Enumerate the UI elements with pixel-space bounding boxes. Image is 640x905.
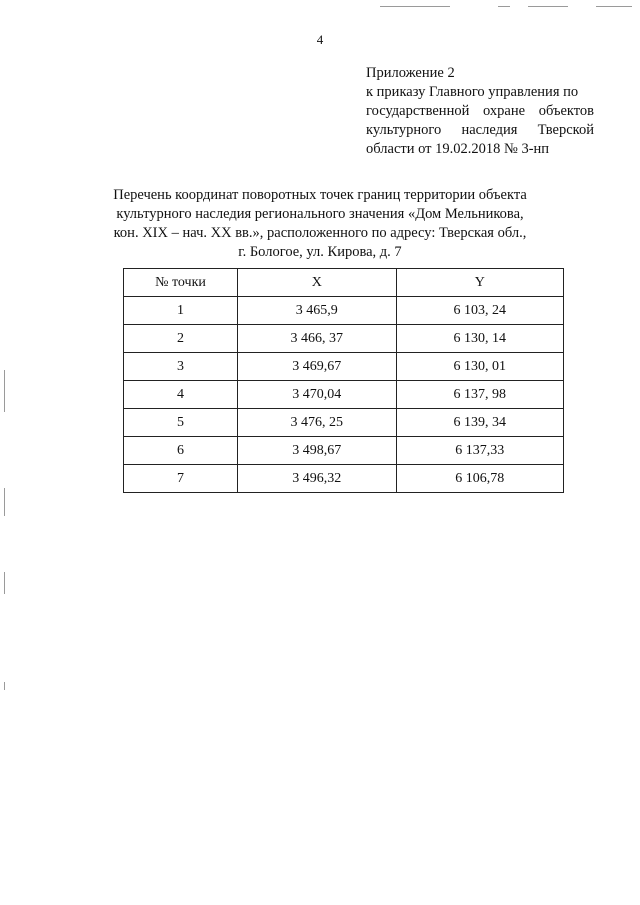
cell-point-number: 2 bbox=[124, 325, 238, 353]
table-row bbox=[124, 353, 564, 381]
scan-artifact bbox=[528, 6, 568, 7]
cell-y: 6 130, 01 bbox=[396, 353, 563, 381]
coordinates-table bbox=[123, 268, 564, 493]
cell-point-number: 6 bbox=[124, 437, 238, 465]
scan-artifact bbox=[498, 6, 510, 7]
table-row bbox=[124, 381, 564, 409]
cell-point-number: 7 bbox=[124, 465, 238, 493]
table-row bbox=[124, 437, 564, 465]
cell-y: 6 137,33 bbox=[396, 437, 563, 465]
header-point-number: № точки bbox=[124, 269, 238, 297]
appendix-line: области от 19.02.2018 № 3-нп bbox=[366, 141, 550, 157]
header-y: Y bbox=[396, 269, 563, 297]
appendix-line: культурного наследия Тверской bbox=[366, 122, 594, 138]
cell-point-number: 1 bbox=[124, 297, 238, 325]
cell-y: 6 130, 14 bbox=[396, 325, 563, 353]
cell-y: 6 137, 98 bbox=[396, 381, 563, 409]
cell-x: 3 496,32 bbox=[238, 465, 397, 493]
cell-y: 6 103, 24 bbox=[396, 297, 563, 325]
cell-x: 3 465,9 bbox=[238, 297, 397, 325]
scan-artifact bbox=[596, 6, 632, 7]
cell-x: 3 470,04 bbox=[238, 381, 397, 409]
page-number: 4 bbox=[316, 32, 324, 47]
cell-y: 6 106,78 bbox=[396, 465, 563, 493]
appendix-line: к приказу Главного управления по bbox=[366, 84, 579, 100]
cell-x: 3 498,67 bbox=[238, 437, 397, 465]
cell-y: 6 139, 34 bbox=[396, 409, 563, 437]
document-title bbox=[100, 186, 540, 262]
appendix-block bbox=[366, 64, 594, 159]
table-row bbox=[124, 325, 564, 353]
title-line: кон. XIX – нач. XX вв.», расположенного по адресу: Тверская обл., bbox=[113, 225, 527, 241]
table-row bbox=[124, 465, 564, 493]
title-line: культурного наследия регионального значения «Дом Мельникова, bbox=[116, 206, 524, 222]
appendix-line: Приложение 2 bbox=[366, 65, 455, 81]
cell-x: 3 476, 25 bbox=[238, 409, 397, 437]
scan-artifact bbox=[4, 572, 5, 594]
title-line: Перечень координат поворотных точек границ территории объекта bbox=[113, 187, 527, 203]
header-x: X bbox=[238, 269, 397, 297]
cell-point-number: 3 bbox=[124, 353, 238, 381]
table-row bbox=[124, 297, 564, 325]
table-row bbox=[124, 409, 564, 437]
cell-point-number: 4 bbox=[124, 381, 238, 409]
table-header-row bbox=[124, 269, 564, 297]
scan-artifact bbox=[4, 370, 5, 412]
cell-x: 3 466, 37 bbox=[238, 325, 397, 353]
appendix-line: государственной охране объектов bbox=[366, 103, 594, 119]
scan-artifact bbox=[4, 682, 5, 690]
scan-artifact bbox=[4, 488, 5, 516]
title-line: г. Бологое, ул. Кирова, д. 7 bbox=[238, 244, 402, 260]
cell-x: 3 469,67 bbox=[238, 353, 397, 381]
scan-artifact bbox=[380, 6, 450, 7]
cell-point-number: 5 bbox=[124, 409, 238, 437]
